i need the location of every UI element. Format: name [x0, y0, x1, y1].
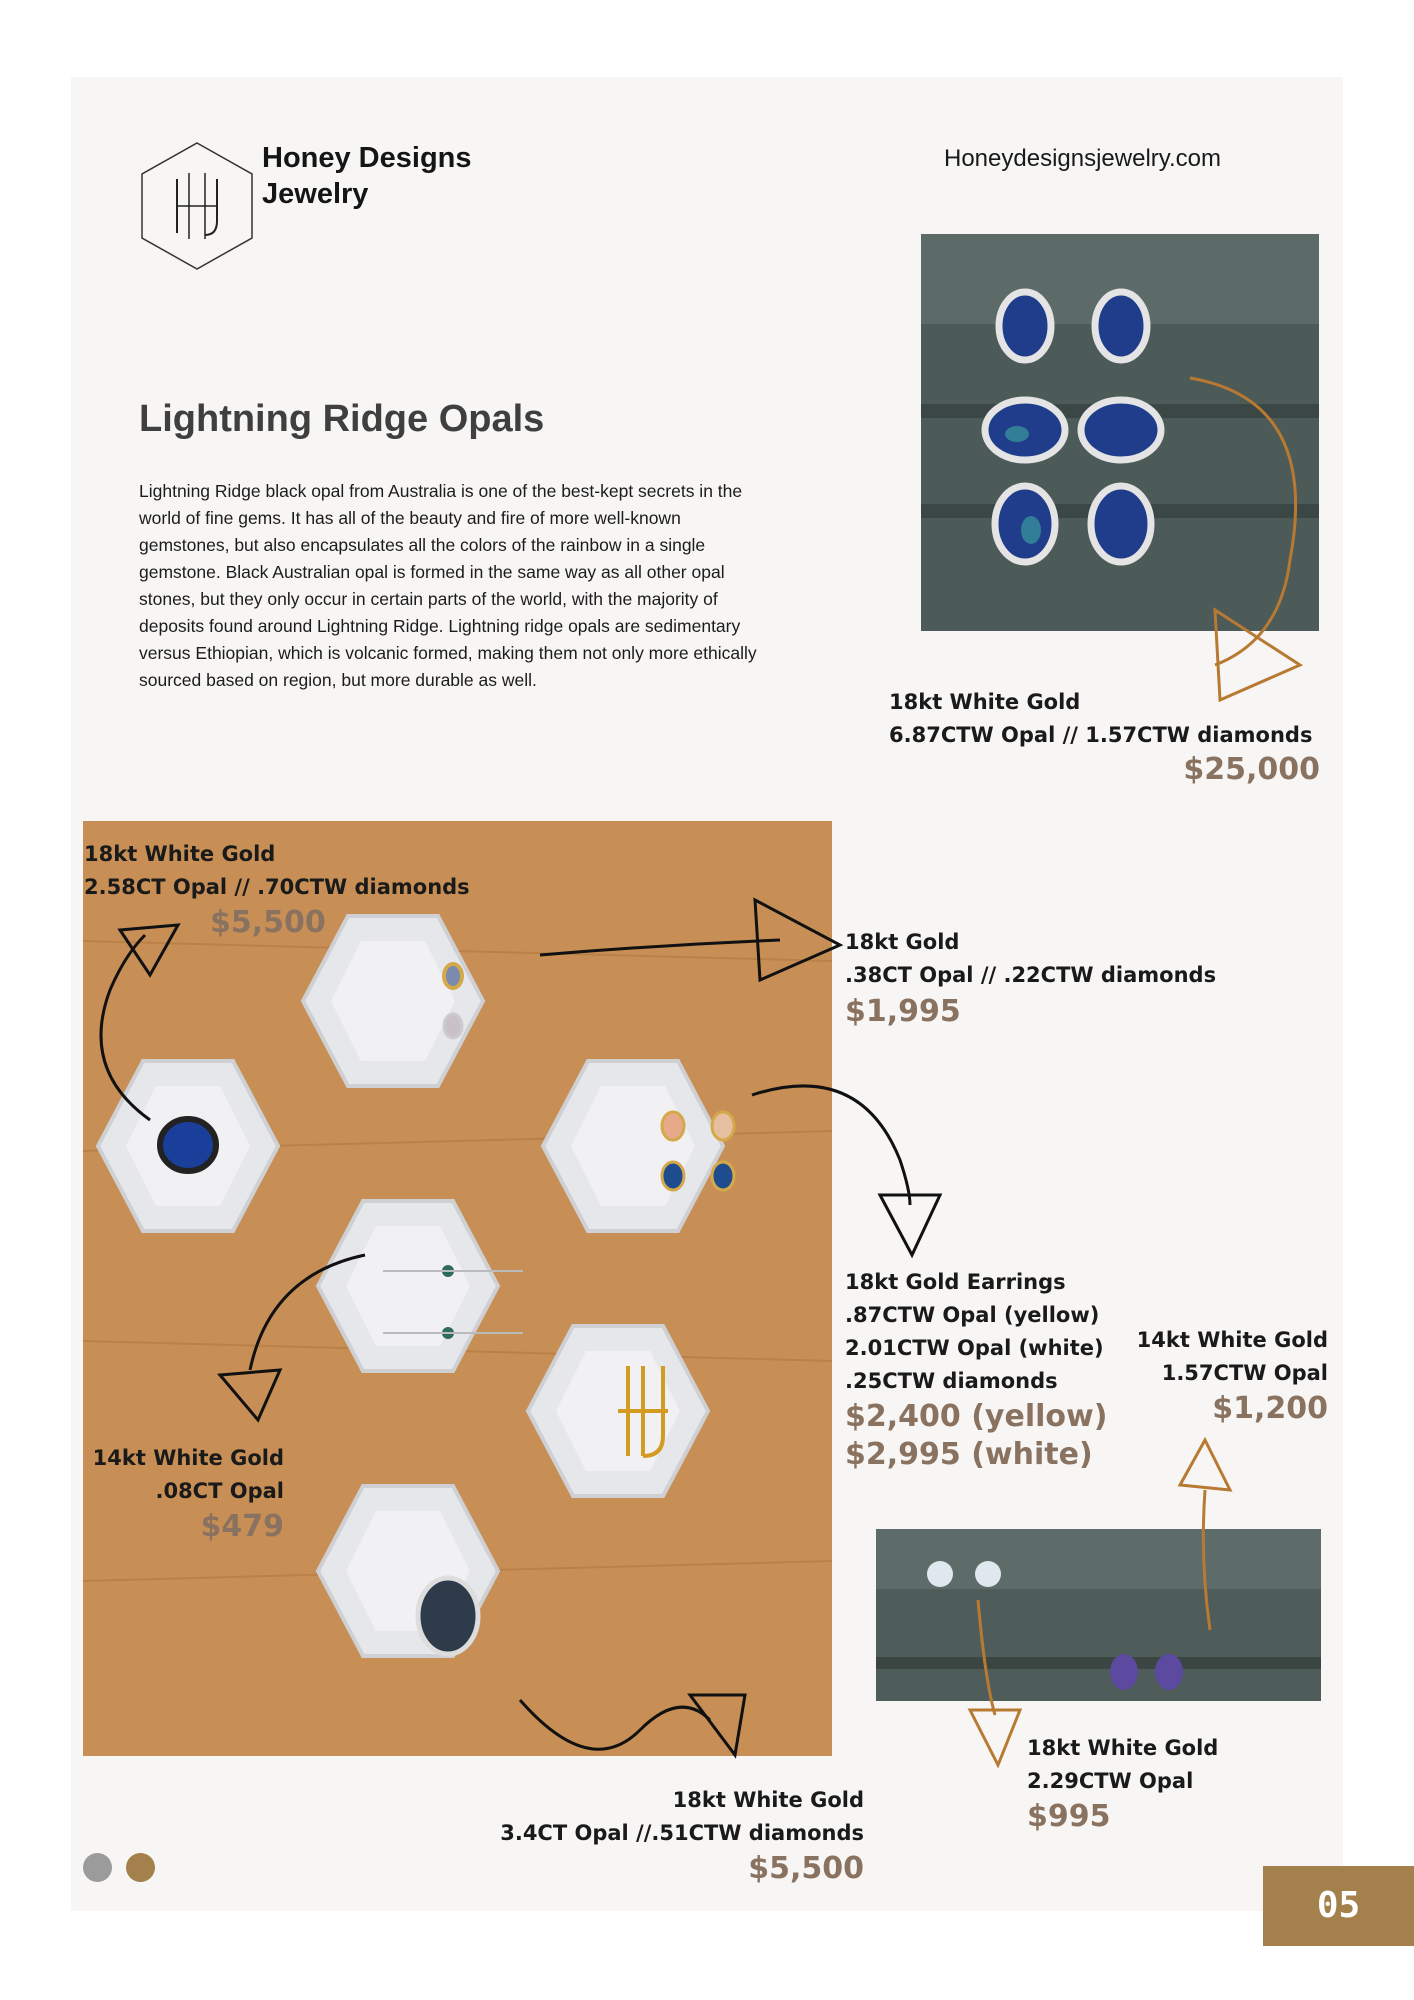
- article-title: Lightning Ridge Opals: [139, 398, 545, 440]
- brand-line-2: Jewelry: [262, 178, 369, 210]
- stacking-ring-price: $479: [200, 1509, 284, 1544]
- black-ring-price: $5,500: [210, 905, 326, 940]
- gold-earrings-diamonds: .25CTW diamonds: [845, 1369, 1058, 1393]
- stud-white-metal: 14kt White Gold: [1136, 1328, 1328, 1352]
- arrow-gold-ring: [540, 940, 780, 955]
- arrow-stacking-ring: [250, 1255, 365, 1370]
- arrow-drop-earrings: [1190, 378, 1296, 665]
- halo-ring-metal: 18kt White Gold: [672, 1788, 864, 1812]
- arrow-gold-earrings: [752, 1086, 910, 1205]
- stacking-ring-caption: [60, 1442, 284, 1546]
- stud-white-caption: [1060, 1324, 1328, 1428]
- gold-ring-spec: .38CT Opal // .22CTW diamonds: [845, 963, 1217, 987]
- page-number: 05: [1263, 1866, 1414, 1946]
- black-ring-caption: [84, 838, 470, 904]
- decor-dot-gold: [126, 1853, 155, 1882]
- stud-blue-price: $995: [1027, 1799, 1111, 1834]
- stud-blue-metal: 18kt White Gold: [1027, 1736, 1219, 1760]
- black-ring-spec: 2.58CT Opal // .70CTW diamonds: [84, 875, 470, 899]
- gold-earrings-price-yellow: $2,400 (yellow): [845, 1399, 1108, 1434]
- website-link[interactable]: Honeydesignsjewelry.com: [944, 145, 1222, 172]
- stacking-ring-spec: .08CT Opal: [155, 1479, 284, 1503]
- stud-white-spec: 1.57CTW Opal: [1161, 1361, 1328, 1385]
- arrow-stud-white: [1203, 1490, 1210, 1630]
- decor-dot-gray: [83, 1853, 112, 1882]
- drop-earrings-spec: 6.87CTW Opal // 1.57CTW diamonds: [889, 723, 1313, 747]
- halo-ring-spec: 3.4CT Opal //.51CTW diamonds: [500, 1821, 864, 1845]
- gold-earrings-white-spec: 2.01CTW Opal (white): [845, 1336, 1104, 1360]
- stud-white-price: $1,200: [1212, 1391, 1328, 1426]
- black-ring-metal: 18kt White Gold: [84, 842, 276, 866]
- gold-earrings-yellow-spec: .87CTW Opal (yellow): [845, 1303, 1100, 1327]
- drop-earrings-price: $25,000: [1183, 752, 1320, 787]
- gold-earrings-price-white: $2,995 (white): [845, 1437, 1093, 1472]
- arrow-stud-blue: [978, 1600, 995, 1715]
- arrow-halo-ring: [520, 1700, 710, 1749]
- halo-ring-price: $5,500: [748, 1851, 864, 1886]
- stacking-ring-metal: 14kt White Gold: [92, 1446, 284, 1470]
- gold-earrings-metal: 18kt Gold Earrings: [845, 1270, 1066, 1294]
- article-body: Lightning Ridge black opal from Australia is one of the best-kept secrets in the world of fine gems. It has all of the beauty and fire of more well-known gemstones, but also encapsulates all the colors of the rainbow in a single gemstone. Black Australian opal is formed in the same way as all other opal stones, but they only occur in certain parts of the world, with the majority of deposits found around Lightning Ridge. Lightning ridge opals are sedimentary versus Ethiopian, which is volcanic formed, making them not only more ethically sourced based on region, but more durable as well.: [139, 481, 757, 690]
- brand-line-1: Honey Designs: [262, 142, 472, 174]
- drop-earrings-metal: 18kt White Gold: [889, 690, 1081, 714]
- gold-ring-caption: [845, 926, 1216, 992]
- gold-ring-metal: 18kt Gold: [845, 930, 960, 954]
- stud-blue-caption: [1027, 1732, 1218, 1836]
- stud-blue-spec: 2.29CTW Opal: [1027, 1769, 1194, 1793]
- gold-ring-price: $1,995: [845, 994, 961, 1029]
- drop-earrings-caption: [889, 686, 1312, 752]
- halo-ring-caption: [450, 1784, 864, 1888]
